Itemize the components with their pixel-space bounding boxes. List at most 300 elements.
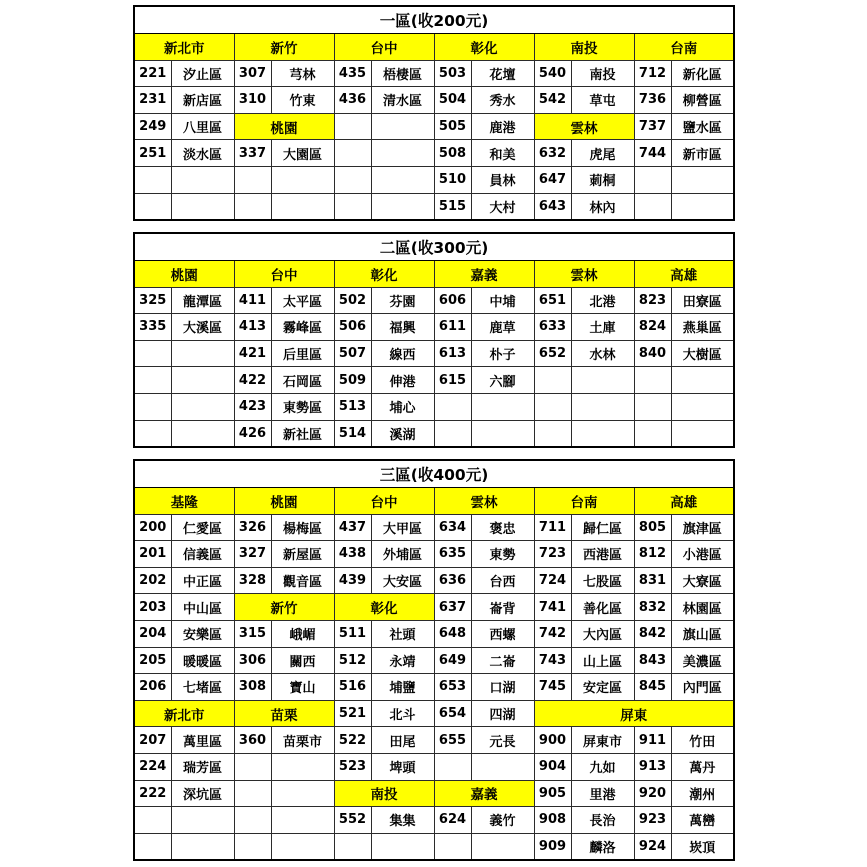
postal-code-cell: 308 (234, 674, 271, 701)
postal-code-cell: 636 (434, 567, 471, 594)
district-name-cell: 內門區 (671, 674, 734, 701)
postal-code-cell: 413 (234, 314, 271, 341)
postal-code-cell: 506 (334, 314, 371, 341)
district-name-cell: 大安區 (371, 567, 434, 594)
region-header: 基隆 (134, 488, 234, 515)
district-name-cell: 大寮區 (671, 567, 734, 594)
district-name-cell: 埔心 (371, 393, 434, 420)
district-name-cell (571, 420, 634, 447)
postal-code-cell: 824 (634, 314, 671, 341)
table-row (134, 833, 734, 860)
postal-code-cell: 611 (434, 314, 471, 341)
postal-code-cell: 745 (534, 674, 571, 701)
district-name-cell (471, 753, 534, 780)
postal-code-cell: 812 (634, 541, 671, 568)
zone-2-container (133, 232, 734, 448)
region-header: 嘉義 (434, 261, 534, 288)
district-name-cell: 線西 (371, 340, 434, 367)
postal-code-cell (534, 367, 571, 394)
postal-code-cell (434, 393, 471, 420)
postal-code-cell: 724 (534, 567, 571, 594)
district-name-cell (371, 833, 434, 860)
postal-code-cell (334, 193, 371, 220)
district-name-cell (271, 833, 334, 860)
postal-code-cell: 507 (334, 340, 371, 367)
district-name-cell: 深坑區 (171, 780, 234, 807)
region-header: 屏東 (534, 700, 734, 727)
postal-code-cell: 327 (234, 541, 271, 568)
table-row (134, 594, 734, 621)
district-name-cell: 水林 (571, 340, 634, 367)
postal-code-cell: 360 (234, 727, 271, 754)
postal-code-cell: 504 (434, 87, 471, 114)
postal-code-cell: 224 (134, 753, 171, 780)
postal-code-cell (534, 420, 571, 447)
district-name-cell: 大內區 (571, 620, 634, 647)
postal-code-cell: 202 (134, 567, 171, 594)
postal-code-cell: 832 (634, 594, 671, 621)
district-name-cell: 北斗 (371, 700, 434, 727)
district-name-cell: 新化區 (671, 60, 734, 87)
district-name-cell: 田寮區 (671, 287, 734, 314)
district-name-cell: 鹿草 (471, 314, 534, 341)
district-name-cell: 里港 (571, 780, 634, 807)
district-name-cell: 八里區 (171, 113, 234, 140)
postal-code-cell: 613 (434, 340, 471, 367)
zone-table-3 (133, 459, 735, 861)
district-name-cell: 二崙 (471, 647, 534, 674)
postal-code-cell: 337 (234, 140, 271, 167)
region-header: 高雄 (634, 261, 734, 288)
district-name-cell (371, 166, 434, 193)
district-name-cell: 花壇 (471, 60, 534, 87)
district-name-cell: 田尾 (371, 727, 434, 754)
postal-code-cell: 637 (434, 594, 471, 621)
postal-code-cell: 513 (334, 393, 371, 420)
district-name-cell: 旗山區 (671, 620, 734, 647)
postal-code-cell: 325 (134, 287, 171, 314)
district-name-cell: 萬里區 (171, 727, 234, 754)
district-name-cell: 林內 (571, 193, 634, 220)
district-name-cell (271, 193, 334, 220)
district-name-cell: 苗栗市 (271, 727, 334, 754)
postal-code-cell (334, 166, 371, 193)
district-name-cell: 褒忠 (471, 514, 534, 541)
postal-code-cell: 634 (434, 514, 471, 541)
postal-code-cell: 552 (334, 807, 371, 834)
region-header: 桃園 (134, 261, 234, 288)
district-name-cell: 大甲區 (371, 514, 434, 541)
postal-code-cell (234, 166, 271, 193)
postal-code-cell: 736 (634, 87, 671, 114)
zone-3-container (133, 459, 734, 861)
region-header: 雲林 (534, 113, 634, 140)
zone-table-1 (133, 5, 735, 221)
postal-code-cell: 505 (434, 113, 471, 140)
postal-code-cell: 523 (334, 753, 371, 780)
postal-code-cell: 923 (634, 807, 671, 834)
table-row (134, 314, 734, 341)
district-name-cell: 北港 (571, 287, 634, 314)
region-header: 桃園 (234, 488, 334, 515)
postal-code-cell: 310 (234, 87, 271, 114)
postal-code-cell: 426 (234, 420, 271, 447)
district-name-cell: 外埔區 (371, 541, 434, 568)
district-name-cell: 社頭 (371, 620, 434, 647)
district-name-cell (171, 393, 234, 420)
district-name-cell: 大園區 (271, 140, 334, 167)
district-name-cell (171, 166, 234, 193)
table-row (134, 193, 734, 220)
district-name-cell (671, 393, 734, 420)
table-row (134, 674, 734, 701)
table-row (134, 727, 734, 754)
postal-code-cell (334, 833, 371, 860)
postal-code-cell (134, 193, 171, 220)
postal-code-cell: 845 (634, 674, 671, 701)
district-name-cell: 埤頭 (371, 753, 434, 780)
district-name-cell: 芎林 (271, 60, 334, 87)
postal-code-cell: 251 (134, 140, 171, 167)
postal-code-cell (134, 807, 171, 834)
postal-code-cell (434, 420, 471, 447)
district-name-cell: 埔鹽 (371, 674, 434, 701)
postal-code-cell (134, 340, 171, 367)
postal-code-cell: 653 (434, 674, 471, 701)
postal-code-cell: 831 (634, 567, 671, 594)
district-name-cell: 口湖 (471, 674, 534, 701)
district-name-cell (171, 367, 234, 394)
postal-code-cell (334, 113, 371, 140)
district-name-cell: 清水區 (371, 87, 434, 114)
postal-code-cell (634, 393, 671, 420)
postal-code-cell: 651 (534, 287, 571, 314)
district-name-cell: 長治 (571, 807, 634, 834)
postal-code-cell: 204 (134, 620, 171, 647)
postal-code-cell: 203 (134, 594, 171, 621)
district-name-cell: 旗津區 (671, 514, 734, 541)
postal-code-cell (634, 193, 671, 220)
postal-code-cell: 742 (534, 620, 571, 647)
table-row (134, 567, 734, 594)
postal-code-cell: 905 (534, 780, 571, 807)
postal-code-cell (134, 833, 171, 860)
district-name-cell: 大村 (471, 193, 534, 220)
district-name-cell (471, 393, 534, 420)
district-name-cell (271, 753, 334, 780)
postal-code-cell (234, 807, 271, 834)
postal-code-cell (534, 393, 571, 420)
district-name-cell: 元長 (471, 727, 534, 754)
postal-code-cell: 711 (534, 514, 571, 541)
postal-code-cell: 924 (634, 833, 671, 860)
postal-code-cell: 249 (134, 113, 171, 140)
region-header: 南投 (334, 780, 434, 807)
district-name-cell: 東勢 (471, 541, 534, 568)
region-header: 南投 (534, 34, 634, 61)
postal-code-cell: 920 (634, 780, 671, 807)
zone-title: 一區(收200元) (134, 6, 734, 34)
postal-code-cell (234, 753, 271, 780)
district-name-cell (171, 807, 234, 834)
district-name-cell: 芬園 (371, 287, 434, 314)
district-name-cell: 仁愛區 (171, 514, 234, 541)
table-row (134, 647, 734, 674)
district-name-cell (371, 193, 434, 220)
table-row (134, 87, 734, 114)
zone-table-2 (133, 232, 735, 448)
postal-code-cell: 908 (534, 807, 571, 834)
district-name-cell: 朴子 (471, 340, 534, 367)
district-name-cell (171, 833, 234, 860)
district-name-cell: 員林 (471, 166, 534, 193)
postal-code-cell (134, 367, 171, 394)
district-name-cell: 后里區 (271, 340, 334, 367)
postal-code-cell (634, 367, 671, 394)
district-name-cell: 屏東市 (571, 727, 634, 754)
postal-code-cell (134, 393, 171, 420)
district-name-cell (171, 193, 234, 220)
postal-code-cell: 512 (334, 647, 371, 674)
district-name-cell (171, 340, 234, 367)
region-header: 台南 (534, 488, 634, 515)
district-name-cell (171, 420, 234, 447)
district-name-cell: 梧棲區 (371, 60, 434, 87)
district-name-cell (471, 833, 534, 860)
region-header: 桃園 (234, 113, 334, 140)
postal-code-cell: 516 (334, 674, 371, 701)
district-name-cell: 九如 (571, 753, 634, 780)
district-name-cell: 峨嵋 (271, 620, 334, 647)
postal-code-cell: 521 (334, 700, 371, 727)
district-name-cell (571, 393, 634, 420)
region-header: 雲林 (534, 261, 634, 288)
district-name-cell: 寶山 (271, 674, 334, 701)
postal-code-cell: 904 (534, 753, 571, 780)
postal-code-cell: 913 (634, 753, 671, 780)
postal-code-cell: 206 (134, 674, 171, 701)
postal-code-cell: 744 (634, 140, 671, 167)
postal-code-cell: 231 (134, 87, 171, 114)
region-header: 高雄 (634, 488, 734, 515)
postal-code-cell: 421 (234, 340, 271, 367)
region-header: 新北市 (134, 700, 234, 727)
district-name-cell: 台西 (471, 567, 534, 594)
table-row (134, 514, 734, 541)
postal-code-cell: 911 (634, 727, 671, 754)
postal-code-cell: 439 (334, 567, 371, 594)
postal-code-cell: 511 (334, 620, 371, 647)
district-name-cell: 淡水區 (171, 140, 234, 167)
postal-code-cell (334, 140, 371, 167)
postal-code-cell: 438 (334, 541, 371, 568)
region-header: 台中 (334, 34, 434, 61)
district-name-cell: 竹田 (671, 727, 734, 754)
postal-code-cell: 422 (234, 367, 271, 394)
district-name-cell (671, 420, 734, 447)
postal-code-cell: 514 (334, 420, 371, 447)
postal-code-cell: 508 (434, 140, 471, 167)
district-name-cell (671, 166, 734, 193)
zone-title: 二區(收300元) (134, 233, 734, 261)
district-name-cell: 大溪區 (171, 314, 234, 341)
postal-code-cell: 647 (534, 166, 571, 193)
postal-code-cell: 205 (134, 647, 171, 674)
district-name-cell (671, 367, 734, 394)
postal-code-cell: 207 (134, 727, 171, 754)
district-name-cell: 溪湖 (371, 420, 434, 447)
table-row (134, 367, 734, 394)
region-header: 彰化 (334, 594, 434, 621)
district-name-cell: 草屯 (571, 87, 634, 114)
district-name-cell: 信義區 (171, 541, 234, 568)
district-name-cell (371, 140, 434, 167)
table-row (134, 60, 734, 87)
district-name-cell: 楊梅區 (271, 514, 334, 541)
zone-1-container (133, 5, 734, 221)
district-name-cell: 安定區 (571, 674, 634, 701)
postal-code-cell: 615 (434, 367, 471, 394)
district-name-cell: 莿桐 (571, 166, 634, 193)
postal-code-cell: 315 (234, 620, 271, 647)
district-name-cell: 安樂區 (171, 620, 234, 647)
district-name-cell: 西螺 (471, 620, 534, 647)
postal-code-cell (134, 420, 171, 447)
postal-code-cell: 423 (234, 393, 271, 420)
district-name-cell: 七股區 (571, 567, 634, 594)
region-header: 新北市 (134, 34, 234, 61)
district-name-cell: 萬丹 (671, 753, 734, 780)
postal-code-cell (234, 780, 271, 807)
district-name-cell: 和美 (471, 140, 534, 167)
district-name-cell: 新社區 (271, 420, 334, 447)
district-name-cell: 山上區 (571, 647, 634, 674)
district-name-cell: 中山區 (171, 594, 234, 621)
district-name-cell: 新市區 (671, 140, 734, 167)
region-header: 彰化 (434, 34, 534, 61)
postal-code-cell: 221 (134, 60, 171, 87)
table-row (134, 753, 734, 780)
table-row (134, 420, 734, 447)
district-name-cell: 東勢區 (271, 393, 334, 420)
district-name-cell: 林園區 (671, 594, 734, 621)
postal-code-cell: 515 (434, 193, 471, 220)
postal-code-cell: 326 (234, 514, 271, 541)
postal-code-cell: 655 (434, 727, 471, 754)
postal-code-cell: 843 (634, 647, 671, 674)
region-header: 苗栗 (234, 700, 334, 727)
district-name-cell (371, 113, 434, 140)
table-row (134, 780, 734, 807)
postal-code-cell (234, 833, 271, 860)
table-row (134, 807, 734, 834)
district-name-cell: 太平區 (271, 287, 334, 314)
postal-code-cell: 633 (534, 314, 571, 341)
district-name-cell: 集集 (371, 807, 434, 834)
district-name-cell: 六腳 (471, 367, 534, 394)
district-name-cell: 竹東 (271, 87, 334, 114)
postal-code-cell: 335 (134, 314, 171, 341)
district-name-cell: 西港區 (571, 541, 634, 568)
district-name-cell (271, 807, 334, 834)
postal-code-cell: 540 (534, 60, 571, 87)
district-name-cell: 善化區 (571, 594, 634, 621)
table-row (134, 166, 734, 193)
postal-code-cell: 805 (634, 514, 671, 541)
district-name-cell: 麟洛 (571, 833, 634, 860)
district-name-cell: 燕巢區 (671, 314, 734, 341)
postal-code-cell: 306 (234, 647, 271, 674)
district-name-cell: 義竹 (471, 807, 534, 834)
district-name-cell: 中埔 (471, 287, 534, 314)
postal-code-cell: 509 (334, 367, 371, 394)
district-name-cell (471, 420, 534, 447)
district-name-cell: 觀音區 (271, 567, 334, 594)
postal-code-cell: 624 (434, 807, 471, 834)
postal-code-cell: 510 (434, 166, 471, 193)
postal-code-cell: 648 (434, 620, 471, 647)
district-name-cell (571, 367, 634, 394)
postal-code-cell: 909 (534, 833, 571, 860)
table-row (134, 700, 734, 727)
district-name-cell (271, 166, 334, 193)
postal-code-cell (634, 420, 671, 447)
district-name-cell: 萬巒 (671, 807, 734, 834)
district-name-cell: 伸港 (371, 367, 434, 394)
district-name-cell: 秀水 (471, 87, 534, 114)
district-name-cell: 暖暖區 (171, 647, 234, 674)
postal-code-cell: 436 (334, 87, 371, 114)
postal-code-cell: 723 (534, 541, 571, 568)
region-header: 彰化 (334, 261, 434, 288)
district-name-cell: 小港區 (671, 541, 734, 568)
postal-code-cell: 411 (234, 287, 271, 314)
district-name-cell (671, 193, 734, 220)
district-name-cell: 虎尾 (571, 140, 634, 167)
district-name-cell: 美濃區 (671, 647, 734, 674)
district-name-cell: 龍潭區 (171, 287, 234, 314)
district-name-cell: 四湖 (471, 700, 534, 727)
postal-code-cell: 328 (234, 567, 271, 594)
district-name-cell: 霧峰區 (271, 314, 334, 341)
table-row (134, 340, 734, 367)
postal-code-cell: 632 (534, 140, 571, 167)
table-row (134, 393, 734, 420)
table-row (134, 541, 734, 568)
postal-code-cell: 741 (534, 594, 571, 621)
district-name-cell: 瑞芳區 (171, 753, 234, 780)
table-row (134, 620, 734, 647)
postal-code-cell: 643 (534, 193, 571, 220)
postal-code-cell: 842 (634, 620, 671, 647)
district-name-cell: 崁頂 (671, 833, 734, 860)
region-header: 雲林 (434, 488, 534, 515)
table-row (134, 287, 734, 314)
district-name-cell: 永靖 (371, 647, 434, 674)
district-name-cell: 柳營區 (671, 87, 734, 114)
district-name-cell: 新店區 (171, 87, 234, 114)
postal-code-cell: 606 (434, 287, 471, 314)
district-name-cell: 新屋區 (271, 541, 334, 568)
postal-code-cell: 222 (134, 780, 171, 807)
district-name-cell: 潮州 (671, 780, 734, 807)
postal-code-cell: 654 (434, 700, 471, 727)
region-header: 台中 (234, 261, 334, 288)
district-name-cell: 土庫 (571, 314, 634, 341)
postal-code-cell (234, 193, 271, 220)
region-header: 嘉義 (434, 780, 534, 807)
postal-code-cell: 652 (534, 340, 571, 367)
